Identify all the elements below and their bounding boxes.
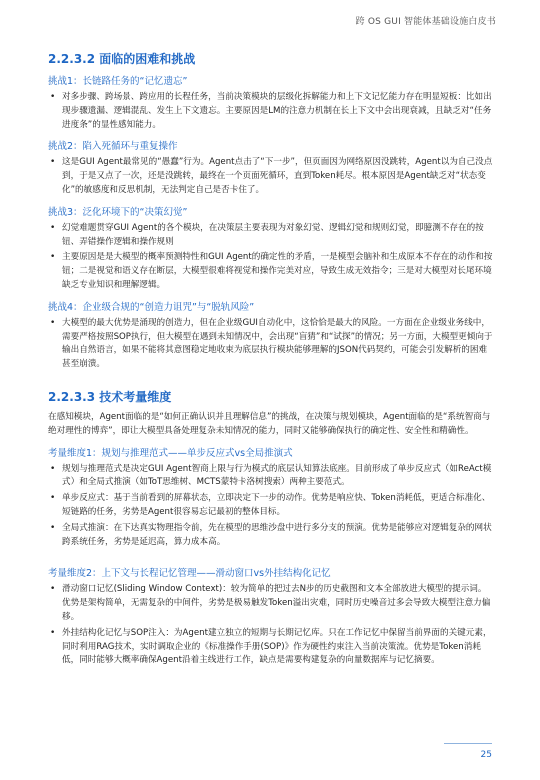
bullet-item bbox=[48, 627, 494, 668]
page-content bbox=[48, 50, 494, 670]
challenge-title: 挑战4：企业级合规的“创造力诅咒”与“脱轨风险” bbox=[48, 301, 255, 313]
bullet-text: 这是GUI Agent最常见的“愚蠢”行为。Agent点击了“下一步”，但页面因为网络原因没跳转，Agent以为自己没点到，于是又点了一次，还是没跳转，最终在一个页面死循环，直到Token耗尽。根本原因是Agent缺乏对“状态变化”的敏感度和反思机制，无法判定自己是否卡住了。 bbox=[62, 157, 493, 195]
bullet-list bbox=[48, 463, 494, 550]
bullet-list bbox=[48, 222, 494, 293]
dimensions-list bbox=[48, 445, 494, 669]
bullet-item bbox=[48, 251, 494, 292]
challenge-title: 挑战1：长链路任务的“记忆遗忘” bbox=[48, 76, 188, 87]
challenges-list bbox=[48, 73, 494, 372]
bullet-dot: • bbox=[50, 584, 56, 595]
page-footer bbox=[444, 743, 492, 760]
bullet-item bbox=[48, 156, 494, 197]
bullet-text: 外挂结构化记忆与SOP注入：为Agent建立独立的短期与长期记忆库。只在工作记忆中保留当前界面的关键元素，同时利用RAG技术，实时调取企业的《标准操作手册(SOP)》作为硬性约束注入当前决策流。优势是Token消耗低，同时能够大概率确保Agent沿着主线进行工作，缺点是需要构建复杂的向量数据库与记忆摘要。 bbox=[62, 627, 492, 666]
bullet-text: 大模型的最大优势是涌现的创造力，但在企业级GUI自动化中，这恰恰是最大的风险。一方面在企业级业务线中，需要严格按照SOP执行，但大模型在遇到未知情况中，会出现“盲猜”和“试探”的情况；另一方面，大模型更倾向于输出自然语言，如果不能将其意图稳定地收束为底层执行模块能够理解的JSON代码契约，可能会引发解析的困难甚至崩溃。 bbox=[62, 317, 493, 370]
bullet-list bbox=[48, 91, 494, 132]
bullet-item bbox=[48, 463, 494, 491]
dimension-title: 考量维度2：上下文与长程记忆管理——滑动窗口vs外挂结构化记忆 bbox=[48, 568, 331, 580]
footer-rule bbox=[444, 743, 492, 744]
bullet-item bbox=[48, 91, 494, 132]
bullet-dot: • bbox=[50, 157, 56, 168]
page-number: 25 bbox=[480, 750, 492, 760]
bullet-dot: • bbox=[50, 92, 56, 102]
bullet-dot: • bbox=[50, 463, 56, 474]
challenge-title: 挑战3：泛化环境下的“决策幻觉” bbox=[48, 206, 188, 218]
bullet-text: 全局式推演：在下达真实物理指令前，先在模型的思维沙盘中进行多分支的预演。优势是能够应对逻辑复杂的网状跨系统任务，劣势是延迟高，算力成本高。 bbox=[62, 522, 492, 547]
bullet-item bbox=[48, 492, 494, 520]
bullet-item bbox=[48, 222, 494, 250]
bullet-dot: • bbox=[50, 222, 56, 233]
bullet-item bbox=[48, 583, 494, 624]
bullet-text: 对多步骤、跨场景、跨应用的长程任务，当前决策模块的层级化拆解能力和上下文记忆能力存在明显短板：比如出现步骤遗漏、逻辑混乱、发生上下文遗忘。主要原因是LM的注意力机制在长上下文中会出现衰减，且缺乏对“任务进度条”的显性感知能力。 bbox=[62, 92, 492, 130]
bullet-text: 单步反应式：基于当前看到的屏幕状态，立即决定下一步的动作。优势是响应快、Token消耗低，更适合标准化、短链路的任务，劣势是Agent很容易忘记最初的整体目标。 bbox=[62, 493, 491, 517]
bullet-text: 幻觉难题贯穿GUI Agent的各个模块，在决策层主要表现为对象幻觉、逻辑幻觉和规则幻觉，即臆测不存在的按钮、弄错操作逻辑和操作规则 bbox=[62, 222, 484, 247]
bullet-item bbox=[48, 522, 494, 550]
bullet-dot: • bbox=[50, 317, 56, 328]
bullet-list bbox=[48, 156, 494, 197]
bullet-text: 滑动窗口记忆(Sliding Window Context)：较为简单的把过去N步的历史截图和文本全部放进大模型的提示词。优势是架构简单，无需复杂的中间件，劣势是极易触发Token溢出灾难，同时历史噪音过多会导致大模型注意力偏移。 bbox=[62, 584, 491, 622]
bullet-dot: • bbox=[50, 493, 56, 504]
bullet-list bbox=[48, 317, 494, 372]
bullet-list bbox=[48, 583, 494, 668]
bullet-text: 规划与推理范式是决定GUI Agent智商上限与行为模式的底层认知算法底座。目前形成了单步反应式（如ReAct模式）和全局式推演（如ToT思维树、MCTS蒙特卡洛树搜索）两种主要范式。 bbox=[62, 463, 492, 488]
bullet-text: 主要原因是是大模型的概率预测特性和GUI Agent的确定性的矛盾，一是模型会脑补和生成原本不存在的动作和按钮；二是视觉和语义存在断层，大模型很难将视觉和操作完美对应，导致生成无效指令；三是对大模型对长尾环境缺乏专业知识和理解逻辑。 bbox=[62, 252, 493, 290]
section-heading: 2.2.3.3 技术考量维度 bbox=[48, 389, 172, 404]
section-intro: 在感知模块，Agent面临的是“如何正确认识并且理解信息”的挑战，在决策与规划模块，Agent面临的是“系统智商与绝对理性的博弈”，即让大模型具备处理复杂未知情况的能力，同时又能够确保执行的确定性、安全性和精确性。 bbox=[48, 411, 491, 436]
page-header: 跨 OS GUI 智能体基础设施白皮书 bbox=[355, 17, 496, 27]
bullet-dot: • bbox=[50, 627, 56, 638]
challenge-title: 挑战2：陷入死循环与重复操作 bbox=[48, 141, 178, 153]
bullet-item bbox=[48, 317, 494, 372]
section-heading: 2.2.3.2 面临的困难和挑战 bbox=[48, 52, 196, 66]
dimension-title: 考量维度1：规划与推理范式——单步反应式vs全局推演式 bbox=[48, 447, 293, 459]
bullet-dot: • bbox=[50, 522, 56, 533]
bullet-dot: • bbox=[50, 252, 56, 263]
